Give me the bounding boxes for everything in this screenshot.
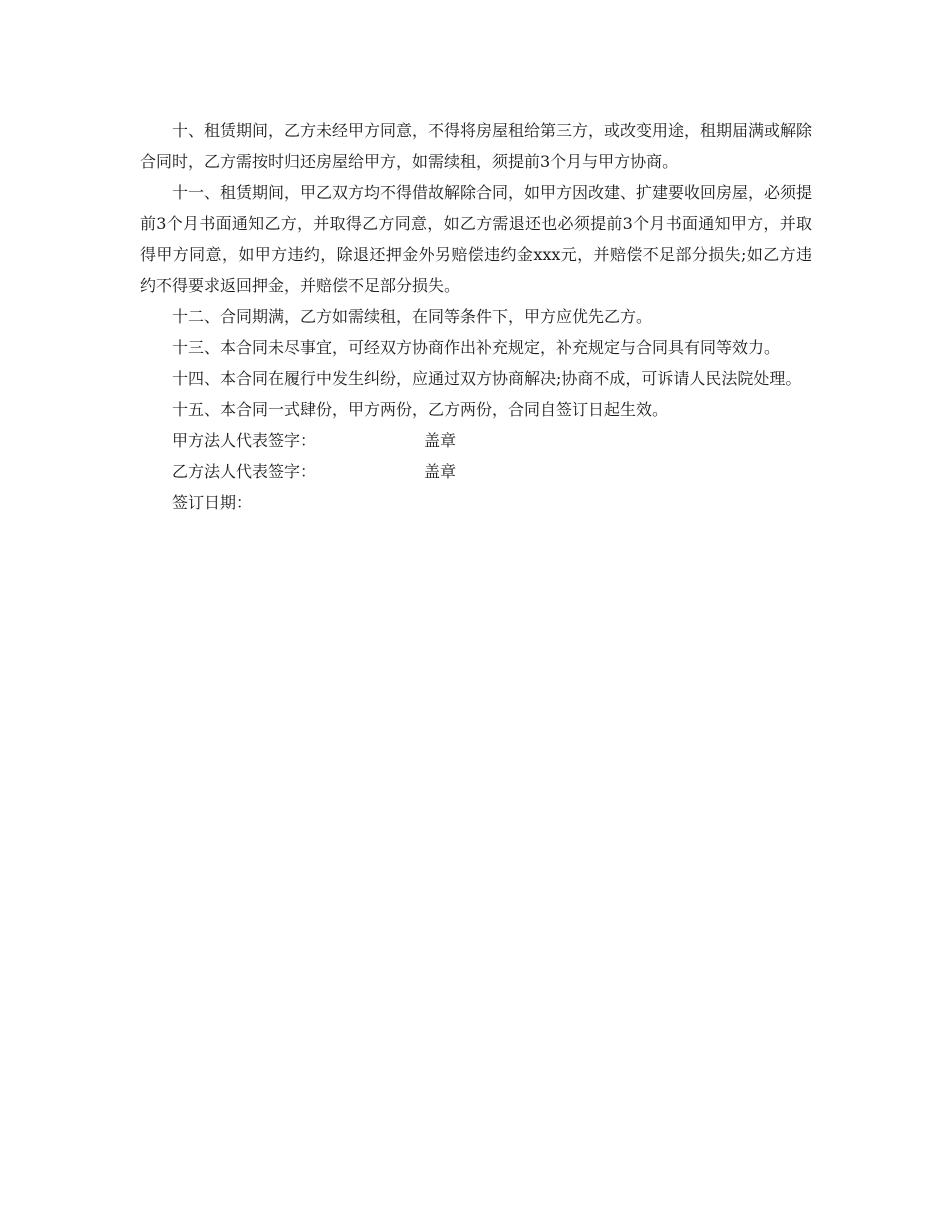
- clause-10: 十、租赁期间，乙方未经甲方同意，不得将房屋租给第三方，或改变用途，租期届满或解除合同时，乙方需按时归还房屋给甲方，如需续租，须提前3个月与甲方协商。: [140, 121, 813, 171]
- contract-body: [140, 115, 812, 518]
- clause-11: 十一、租赁期间，甲乙双方均不得借故解除合同，如甲方因改建、扩建要收回房屋，必须提前3个月书面通知乙方，并取得乙方同意，如乙方需退还也必须提前3个月书面通知甲方，并取得甲方同意，如甲方违约，除退还押金外另赔偿违约金xxx元，并赔偿不足部分损失;如乙方违约不得要求返回押金，并赔偿不足部分损失。: [140, 183, 813, 295]
- party-a-signature-line: [140, 425, 812, 456]
- party-b-signature-label: 乙方法人代表签字：: [172, 462, 317, 481]
- clause-15: 十五、本合同一式肆份，甲方两份，乙方两份，合同自签订日起生效。: [172, 400, 669, 419]
- party-a-seal-label: 盖章: [424, 431, 457, 450]
- party-b-signature-line: [140, 456, 812, 487]
- clause-12: 十二、合同期满，乙方如需续租，在同等条件下，甲方应优先乙方。: [172, 307, 653, 326]
- party-a-signature-label: 甲方法人代表签字：: [172, 431, 317, 450]
- signing-date-line: [140, 487, 812, 518]
- signing-date-label: 签订日期：: [172, 493, 253, 512]
- clause-14: 十四、本合同在履行中发生纠纷，应通过双方协商解决;协商不成，可诉请人民法院处理。: [172, 369, 802, 388]
- party-b-seal-label: 盖章: [424, 462, 457, 481]
- clause-13: 十三、本合同未尽事宜，可经双方协商作出补充规定，补充规定与合同具有同等效力。: [172, 338, 781, 357]
